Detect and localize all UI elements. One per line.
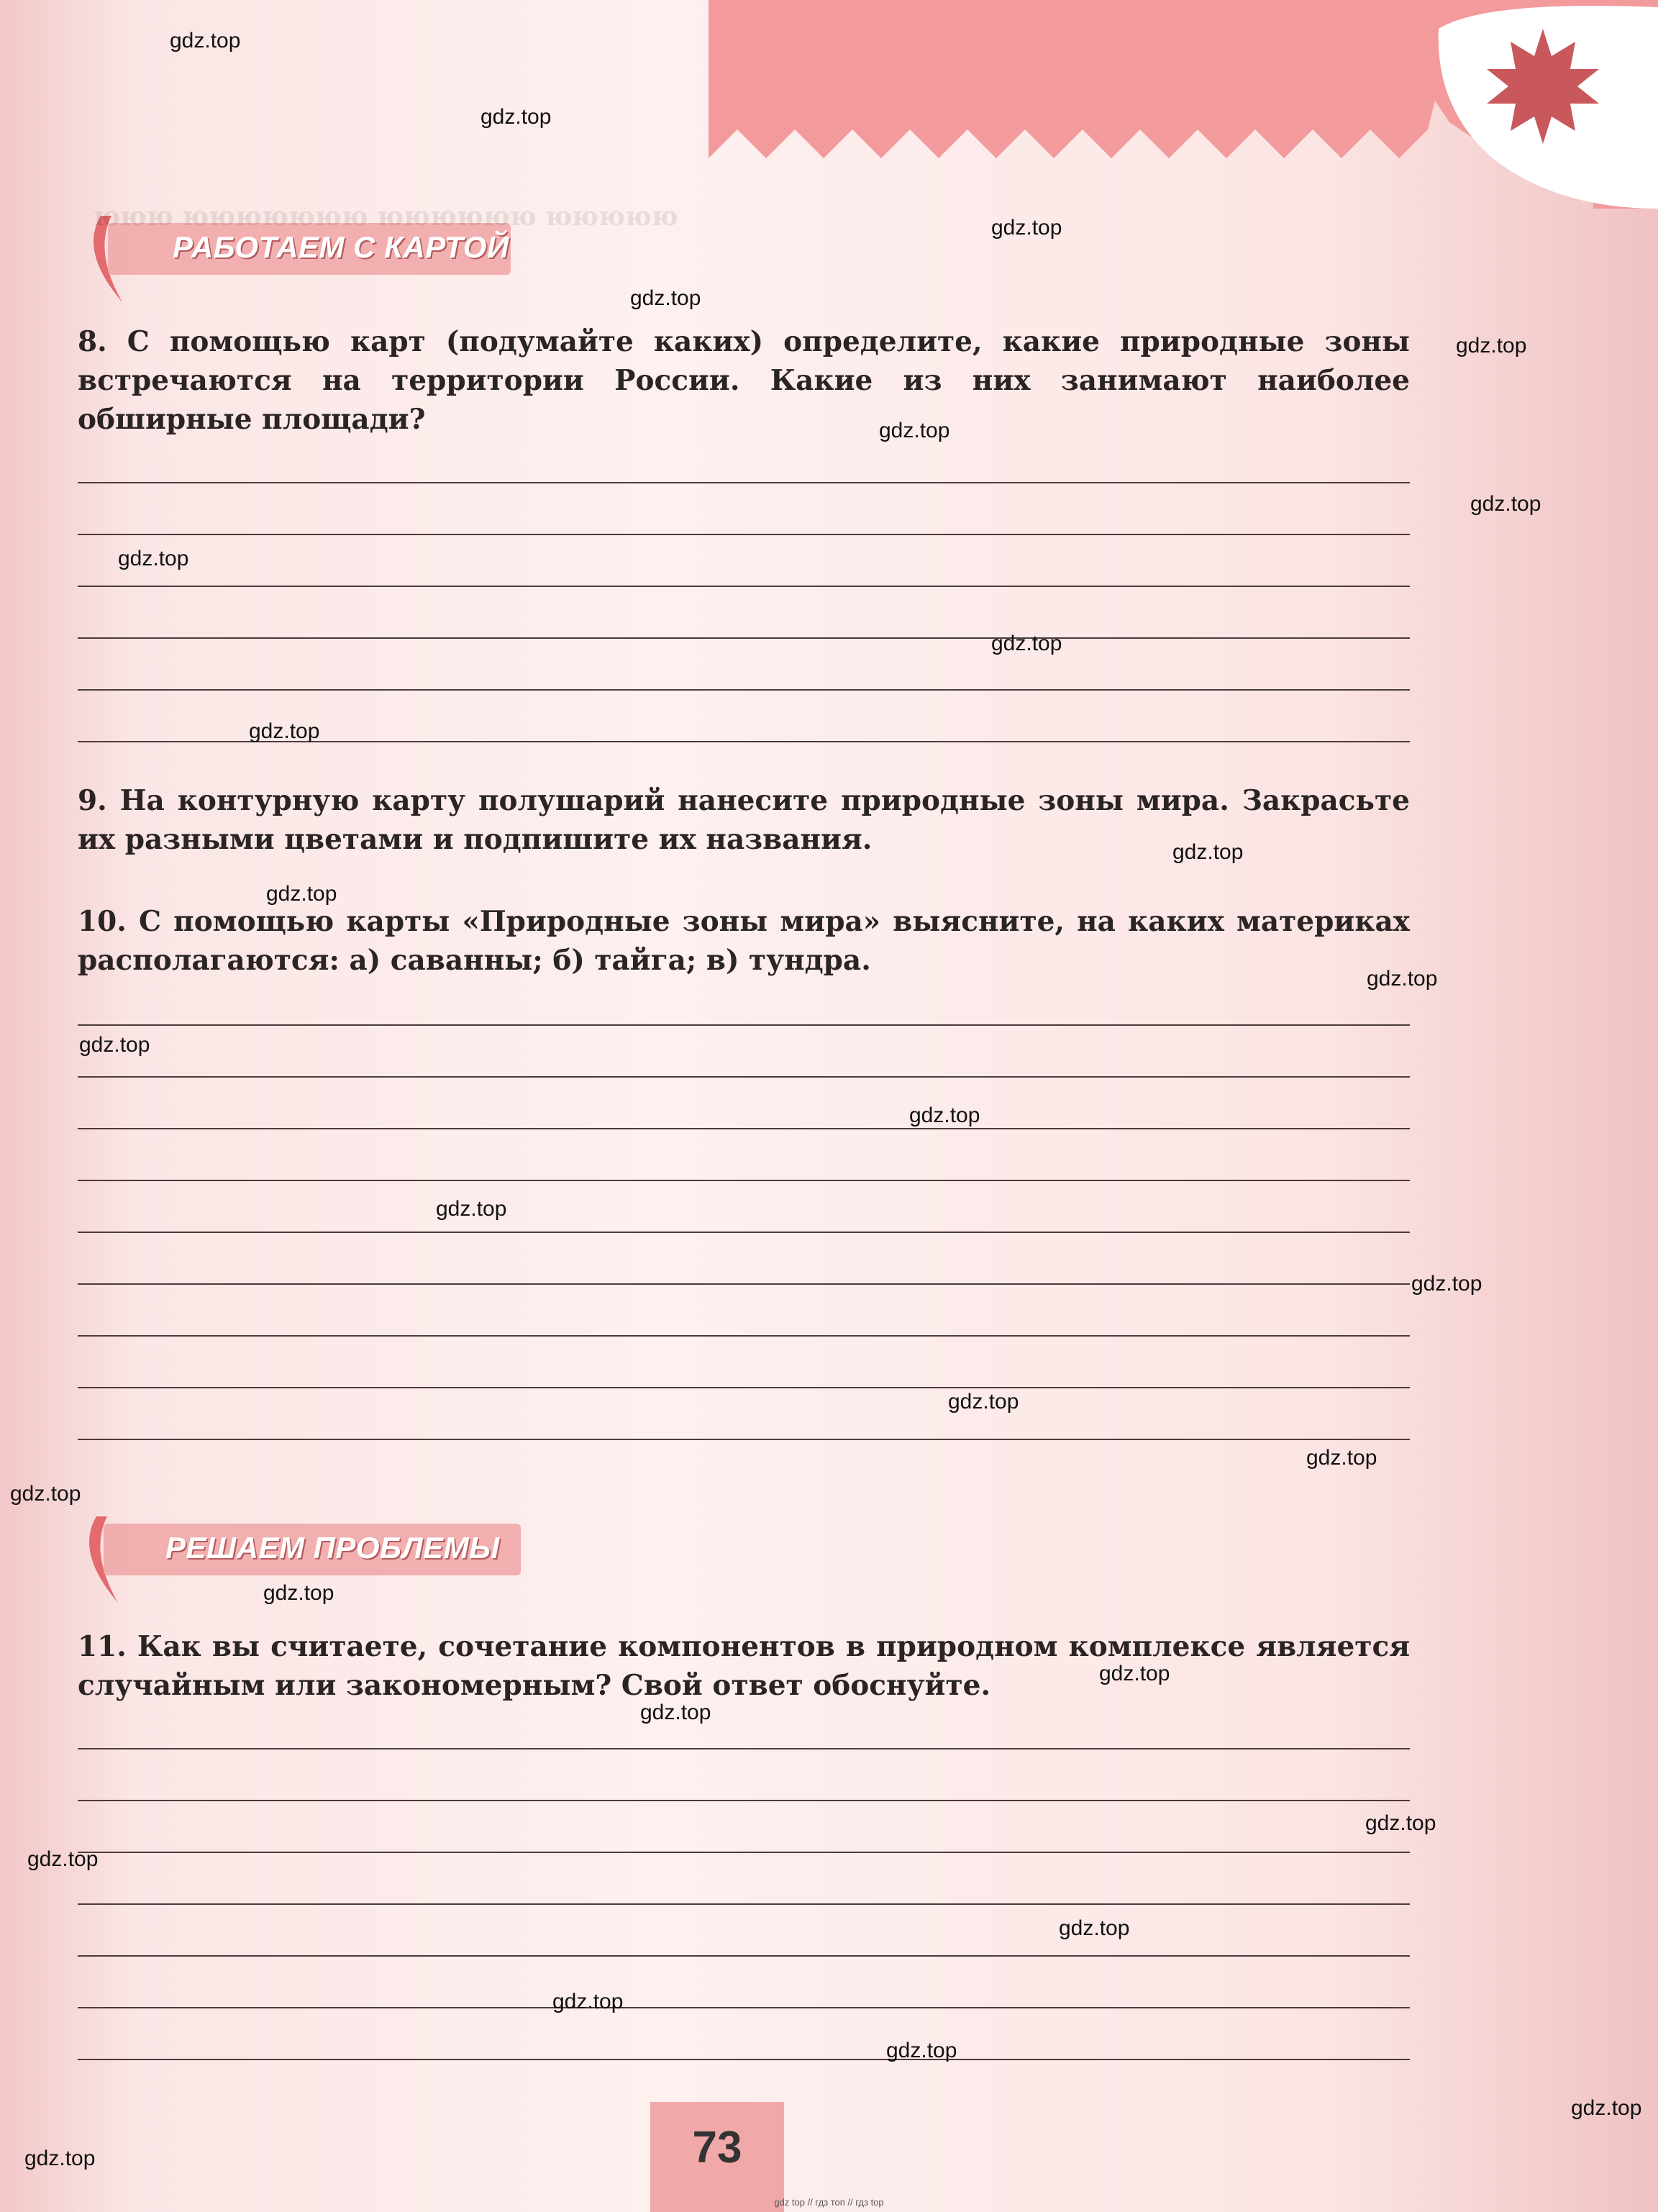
watermark: gdz.top — [249, 719, 320, 743]
answer-line[interactable] — [78, 1128, 1410, 1129]
answer-line[interactable] — [78, 1232, 1410, 1233]
watermark: gdz.top — [1571, 2096, 1642, 2120]
answer-line[interactable] — [78, 1180, 1410, 1181]
task-8 — [78, 322, 1410, 439]
answer-line[interactable] — [78, 1283, 1410, 1285]
answer-line[interactable] — [78, 637, 1410, 639]
watermark: gdz.top — [27, 1847, 99, 1871]
watermark: gdz.top — [552, 1990, 624, 2013]
watermark: gdz.top — [1059, 1916, 1130, 1940]
watermark: gdz.top — [1411, 1272, 1482, 1296]
watermark: gdz.top — [436, 1197, 507, 1221]
answer-line[interactable] — [78, 2059, 1410, 2060]
answer-line[interactable] — [78, 1439, 1410, 1440]
task-number: 10. — [78, 905, 127, 938]
watermark: gdz.top — [480, 105, 552, 129]
answer-line[interactable] — [78, 1800, 1410, 1801]
watermark: gdz.top — [991, 632, 1062, 655]
watermark: gdz.top — [948, 1390, 1019, 1414]
answer-line[interactable] — [78, 1335, 1410, 1337]
watermark: gdz.top — [886, 2039, 957, 2062]
answer-line[interactable] — [78, 1955, 1410, 1957]
answer-line[interactable] — [78, 1852, 1410, 1853]
watermark: gdz.top — [170, 29, 241, 53]
answer-line[interactable] — [78, 586, 1410, 587]
watermark: gdz.top — [24, 2147, 96, 2170]
watermark: gdz.top — [879, 419, 950, 442]
watermark: gdz.top — [10, 1482, 81, 1506]
watermark: gdz.top — [991, 216, 1062, 240]
watermark: gdz.top — [1367, 967, 1438, 991]
answer-line[interactable] — [78, 1076, 1410, 1078]
section-banner-problems — [75, 1516, 528, 1581]
watermark: gdz.top — [1306, 1446, 1377, 1470]
task-text: С помощью карты «Природные зоны мира» выясните, на каких материках располагаются: а) саванны; б) тайга; в) тундра. — [78, 905, 1410, 977]
answer-line[interactable] — [78, 2007, 1410, 2008]
watermark: gdz.top — [1365, 1811, 1436, 1835]
answer-line[interactable] — [78, 534, 1410, 535]
task-text: С помощью карт (подумайте каких) определите, какие природные зоны встречаются на территории России. Какие из них занимают наиболее обширные площади? — [78, 325, 1411, 436]
watermark: gdz.top — [1099, 1662, 1170, 1685]
bottom-note: gdz top // гдз топ // гдз top — [774, 2197, 884, 2208]
corner-decoration — [709, 0, 1658, 216]
answer-line[interactable] — [78, 1024, 1410, 1026]
answer-line[interactable] — [78, 1748, 1410, 1749]
answer-line[interactable] — [78, 1387, 1410, 1388]
watermark: gdz.top — [1172, 840, 1244, 864]
watermark: gdz.top — [1456, 334, 1527, 358]
answer-line[interactable] — [78, 482, 1410, 483]
watermark: gdz.top — [909, 1103, 980, 1127]
task-number: 8. — [78, 325, 107, 358]
task-11 — [78, 1627, 1410, 1705]
task-number: 11. — [78, 1630, 127, 1663]
section-title-map: РАБОТАЕМ С КАРТОЙ — [173, 230, 509, 264]
watermark: gdz.top — [266, 882, 337, 906]
task-10 — [78, 902, 1410, 980]
watermark: gdz.top — [630, 286, 701, 310]
bleed-through-text: ююю ююююююю юююююю ююююю — [94, 201, 678, 232]
task-text: Как вы считаете, сочетание компонентов в природном комплексе является случайным или закономерным? Свой ответ обоснуйте. — [78, 1630, 1411, 1702]
watermark: gdz.top — [640, 1701, 711, 1724]
watermark: gdz.top — [118, 547, 189, 570]
answer-line[interactable] — [78, 689, 1410, 691]
task-number: 9. — [78, 784, 107, 817]
page-number: 73 — [692, 2123, 742, 2172]
watermark: gdz.top — [263, 1581, 334, 1605]
watermark: gdz.top — [1470, 492, 1541, 516]
answer-line[interactable] — [78, 1903, 1410, 1905]
watermark: gdz.top — [79, 1033, 150, 1057]
task-text: На контурную карту полушарий нанесите природные зоны мира. Закрасьте их разными цветами и подпишите их названия. — [78, 784, 1411, 856]
section-title-problems: РЕШАЕМ ПРОБЛЕМЫ — [165, 1531, 500, 1565]
